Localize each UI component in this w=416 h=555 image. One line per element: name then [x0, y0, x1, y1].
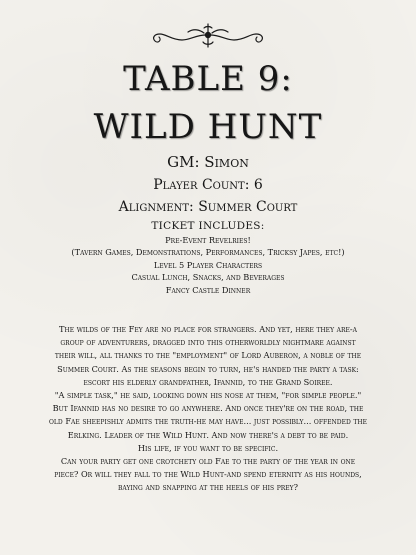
- body-line: Summer Court. As the seasons begin to turn, he's handed the party a task:: [57, 363, 359, 374]
- body-line: "A simple task," he said, looking down his nose at them, "for simple people.": [54, 390, 362, 401]
- ticket-item: (Tavern Games, Demonstrations, Performances, Tricksy Japes, etc!): [71, 247, 345, 258]
- ticket-section: [0, 220, 416, 296]
- body-line: their will, all thanks to the "employment" of Lord Auberon, a noble of the: [54, 350, 362, 361]
- ticket-item: Casual Lunch, Snacks, and Beverages: [131, 272, 285, 283]
- body-line: old Fae sheepishly admits the truth-he may have... just possibly... offended the: [49, 416, 367, 427]
- page-title-line-2: WILD HUNT: [93, 107, 323, 147]
- ticket-list: [0, 234, 416, 296]
- ticket-heading: TICKET INCLUDES:: [151, 220, 265, 232]
- body-line: His life, if you want to be specific.: [137, 442, 279, 453]
- flourish-ornament-icon: [148, 20, 268, 50]
- alignment: Alignment: Summer Court: [118, 199, 298, 215]
- ticket-item: Level 5 Player Characters: [153, 259, 263, 270]
- body-line: Can your party get one crotchety old Fae to the party of the year in one: [60, 456, 356, 467]
- body-line: group of adventurers, dragged into this otherworldly nightmare against: [60, 337, 356, 348]
- gm-name: GM: Simon: [167, 153, 249, 171]
- ticket-item: Fancy Castle Dinner: [165, 284, 251, 295]
- body-line: But Ifannid has no desire to go anywhere. And once they're on the road, the: [52, 403, 364, 414]
- body-line: piece? Or will they fall to the Wild Hunt-and spend eternity as his hounds,: [54, 469, 362, 480]
- body-line: baying and snapping at the heels of his prey?: [117, 482, 299, 493]
- body-line: The wilds of the Fey are no place for strangers. And yet, here they are-a: [59, 324, 357, 334]
- player-count: Player Count: 6: [153, 177, 263, 193]
- body-line: Erlking. Leader of the Wild Hunt. And now there's a debt to be paid.: [67, 429, 349, 440]
- ticket-item: Pre-Event Revelries!: [165, 235, 251, 245]
- page-title-line-1: TABLE 9:: [123, 59, 293, 99]
- body-line: escort his elderly grandfather, Ifannid, to the Grand Soiree.: [83, 376, 333, 387]
- description-body: [20, 323, 396, 495]
